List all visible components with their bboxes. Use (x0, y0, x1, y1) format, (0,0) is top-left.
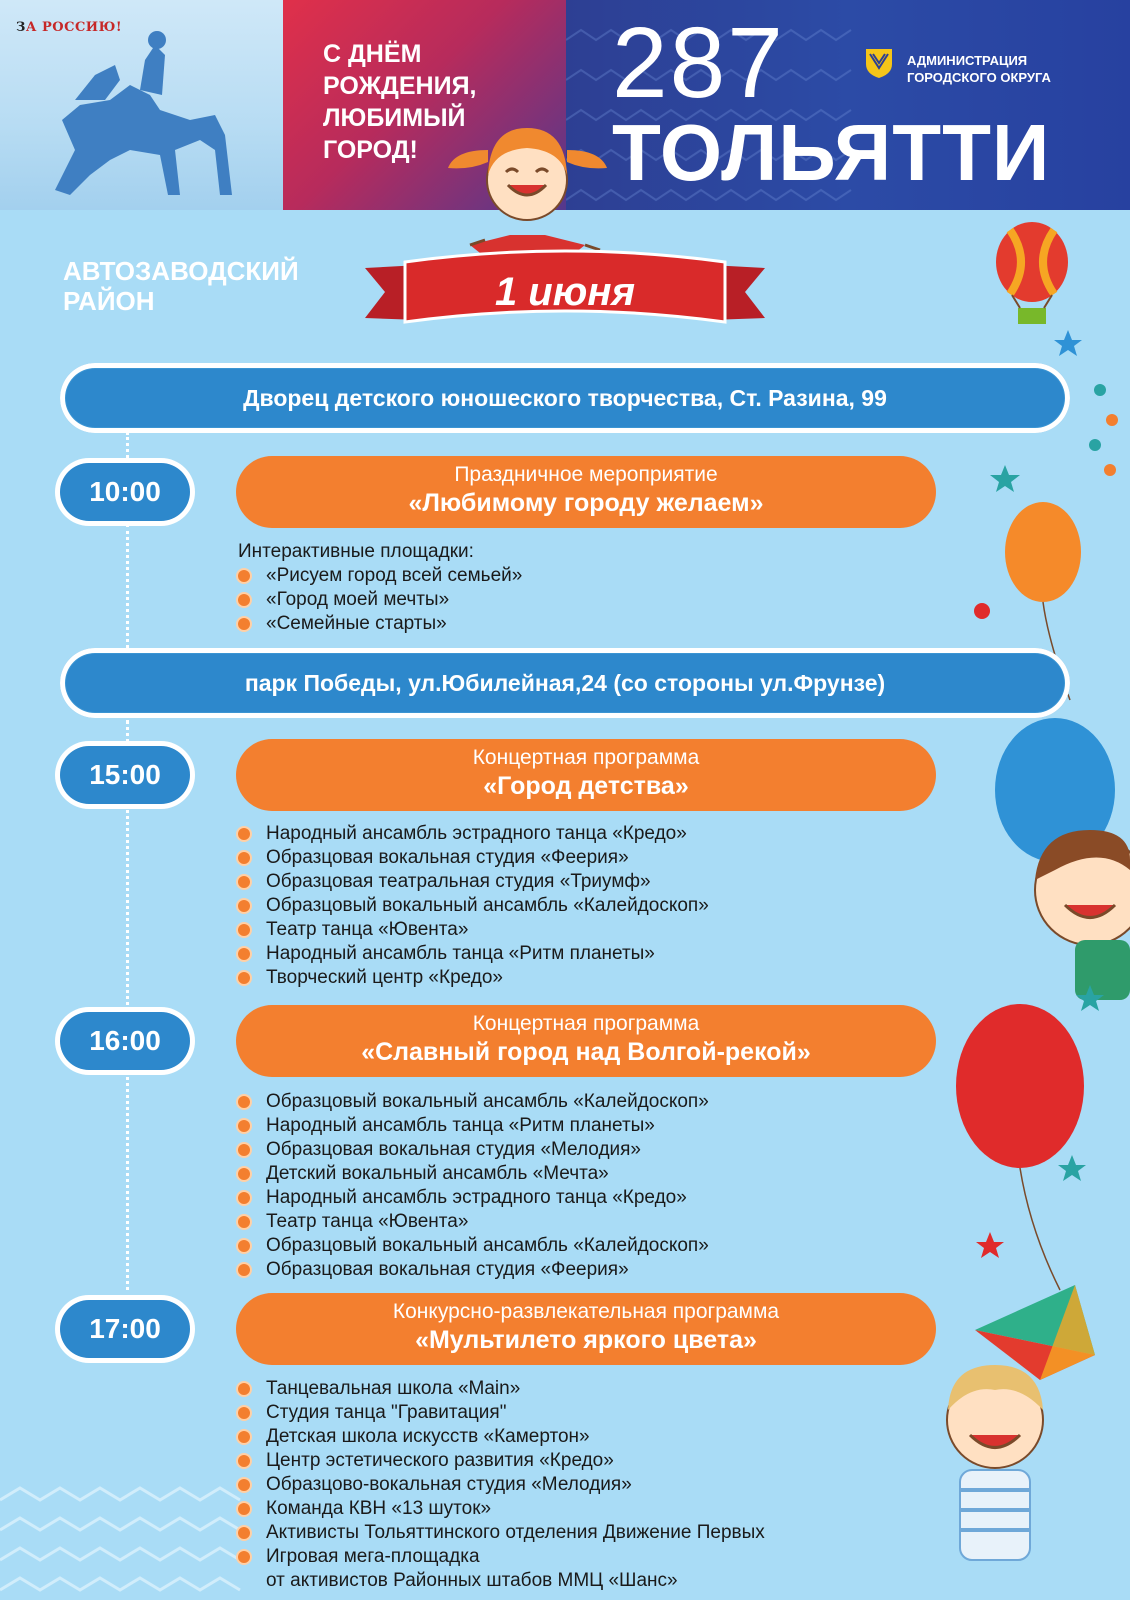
bullet-icon (238, 972, 250, 984)
location-text: парк Победы, ул.Юбилейная,24 (со стороны ул.Фрунзе) (244, 669, 886, 696)
list-item: Центр эстетического развития «Кредо» (238, 1449, 765, 1473)
event-details (238, 1090, 709, 1282)
greeting-line: С ДНЁМ (323, 40, 422, 68)
greeting-line: ГОРОД! (323, 136, 418, 164)
list-item: Народный ансамбль танца «Ритм планеты» (238, 1114, 709, 1138)
list-item: Образцовый вокальный ансамбль «Калейдоскоп» (238, 894, 709, 918)
greeting-line: ЛЮБИМЫЙ (323, 104, 466, 132)
bullet-icon (238, 948, 250, 960)
list-item: Игровая мега-площадка (238, 1545, 765, 1569)
location-text: Дворец детского юношеского творчества, Ст. Разина, 99 (243, 384, 887, 411)
bullet-icon (238, 1096, 250, 1108)
event-time: 15:00 (60, 746, 190, 804)
list-item: Команда КВН «13 шуток» (238, 1497, 765, 1521)
bullet-icon (238, 618, 250, 630)
list-item: «Рисуем город всей семьей» (238, 564, 522, 588)
list-item: Студия танца "Гравитация" (238, 1401, 765, 1425)
list-item: Образцовая вокальная студия «Феерия» (238, 1258, 709, 1282)
list-item: Народный ансамбль эстрадного танца «Кредо» (238, 1186, 709, 1210)
event-items (238, 822, 709, 990)
bullet-icon (238, 1407, 250, 1419)
date-banner-text: 1 июня (494, 270, 636, 314)
list-item: «Город моей мечты» (238, 588, 522, 612)
event-details (238, 822, 709, 990)
list-item: от активистов Районных штабов ММЦ «Шанс» (266, 1570, 678, 1591)
list-item: Активисты Тольяттинского отделения Движение Первых (238, 1521, 765, 1545)
bullet-icon (238, 876, 250, 888)
location-bar (60, 648, 1070, 718)
district-line: РАЙОН (63, 286, 155, 316)
confetti-dot (974, 603, 990, 619)
hot-air-balloon-icon (996, 222, 1068, 324)
list-item: Образцово-вокальная студия «Мелодия» (238, 1473, 765, 1497)
timeline-dots (126, 524, 129, 648)
bullet-icon (238, 1383, 250, 1395)
red-balloon-icon (956, 1004, 1084, 1290)
admin-line: ГОРОДСКОГО ОКРУГА (907, 70, 1051, 85)
badge-letter: З (16, 20, 26, 35)
event-title-pill (236, 1293, 936, 1365)
bullet-icon (238, 1192, 250, 1204)
list-item: Танцевальная школа «Main» (238, 1377, 765, 1401)
list-item: Театр танца «Ювента» (238, 1210, 709, 1234)
event-items (238, 564, 522, 636)
list-item: Образцовая вокальная студия «Феерия» (238, 846, 709, 870)
event-name: «Город детства» (483, 772, 689, 800)
bullet-icon (238, 1216, 250, 1228)
bottom-zigzag-pattern (0, 1488, 240, 1590)
event-name: «Славный город над Волгой-рекой» (361, 1038, 811, 1066)
bullet-icon (238, 1479, 250, 1491)
boy-with-kite-illustration (947, 1365, 1043, 1560)
list-header: Интерактивные площадки: (238, 541, 474, 562)
list-item: «Семейные старты» (238, 612, 522, 636)
girl-illustration (448, 128, 607, 265)
city-title: ТОЛЬЯТТИ (612, 108, 1051, 197)
event-details (238, 540, 522, 636)
bullet-icon (238, 1240, 250, 1252)
event-time: 17:00 (60, 1300, 190, 1358)
bullet-icon (238, 1551, 250, 1563)
event-type: Конкурсно-развлекательная программа (392, 1300, 780, 1323)
list-item: Детский вокальный ансамбль «Мечта» (238, 1162, 709, 1186)
list-item: Народный ансамбль эстрадного танца «Кредо» (238, 822, 709, 846)
bullet-icon (238, 1120, 250, 1132)
bullet-icon (238, 828, 250, 840)
district-title (63, 256, 299, 316)
badge-text: А РОССИЮ! (25, 20, 123, 35)
bullet-icon (238, 1527, 250, 1539)
event-items (238, 1090, 709, 1282)
bullet-icon (238, 900, 250, 912)
greeting-line: РОЖДЕНИЯ, (323, 72, 477, 100)
bullet-icon (238, 924, 250, 936)
event-title-pill (236, 456, 936, 528)
list-item: Образцовая вокальная студия «Мелодия» (238, 1138, 709, 1162)
event-type: Концертная программа (472, 746, 700, 769)
event-type: Праздничное мероприятие (454, 463, 718, 486)
bullet-icon (238, 852, 250, 864)
list-item: Народный ансамбль танца «Ритм планеты» (238, 942, 709, 966)
bullet-icon (238, 1144, 250, 1156)
bullet-icon (238, 1168, 250, 1180)
event-name: «Любимому городу желаем» (408, 489, 764, 517)
timeline-dots (126, 432, 129, 464)
event-time: 10:00 (60, 463, 190, 521)
bullet-icon (238, 1503, 250, 1515)
event-items (238, 1377, 765, 1593)
event-title-pill (236, 739, 936, 811)
bullet-icon (238, 570, 250, 582)
timeline-dots (126, 810, 129, 1005)
bullet-icon (238, 594, 250, 606)
list-item: Творческий центр «Кредо» (238, 966, 709, 990)
event-title-pill (236, 1005, 936, 1077)
timeline-dots (126, 1070, 129, 1290)
event-type: Концертная программа (472, 1012, 700, 1035)
flag-garland-icon (1089, 384, 1118, 476)
list-item: Театр танца «Ювента» (238, 918, 709, 942)
location-bar (60, 363, 1070, 433)
event-time: 16:00 (60, 1012, 190, 1070)
bullet-icon (238, 1264, 250, 1276)
event-details (238, 1377, 765, 1593)
list-item: Детская школа искусств «Камертон» (238, 1425, 765, 1449)
event-name: «Мультилето яркого цвета» (415, 1326, 757, 1354)
list-item: Образцовая театральная студия «Триумф» (238, 870, 709, 894)
bullet-icon (238, 1431, 250, 1443)
list-item: Образцовый вокальный ансамбль «Калейдоскоп» (238, 1234, 709, 1258)
admin-line: АДМИНИСТРАЦИЯ (907, 53, 1028, 68)
list-item: Образцовый вокальный ансамбль «Калейдоскоп» (238, 1090, 709, 1114)
boy-illustration (1035, 830, 1130, 1000)
anniversary-number: 287 (612, 7, 785, 119)
bullet-icon (238, 1455, 250, 1467)
district-line: АВТОЗАВОДСКИЙ (63, 256, 299, 286)
